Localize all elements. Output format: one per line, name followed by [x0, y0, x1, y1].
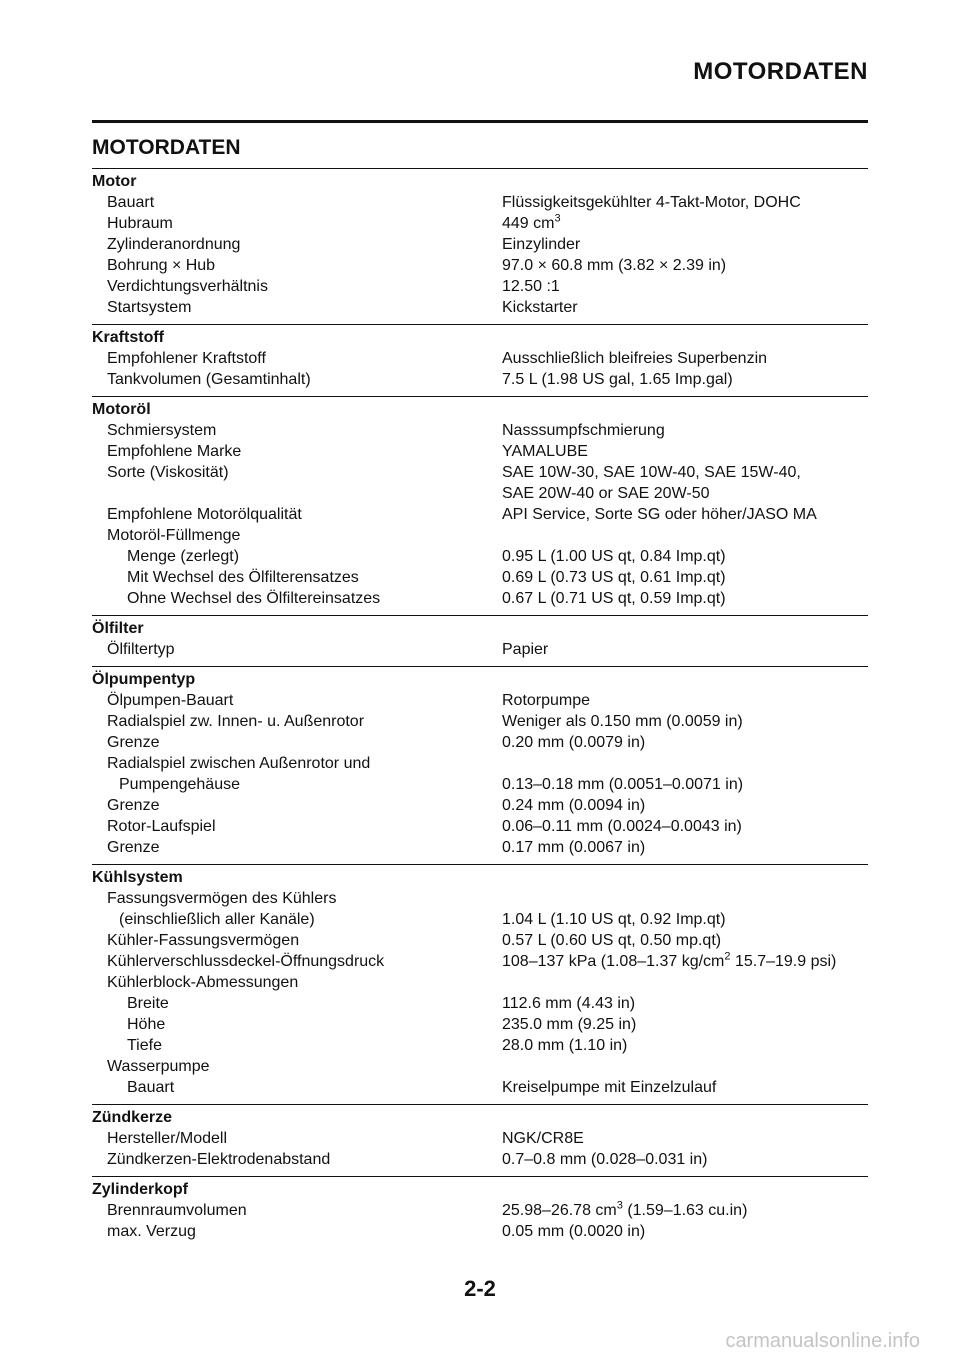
spec-value: [502, 525, 868, 546]
spec-value-text: 0.69 L (0.73 US qt, 0.61 Imp.qt): [502, 569, 726, 586]
spec-row: [92, 546, 868, 567]
spec-value: [502, 504, 868, 525]
spec-row: [92, 1077, 868, 1098]
spec-row: [92, 753, 868, 774]
spec-value-text: 108–137 kPa (1.08–1.37 kg/cm: [502, 953, 725, 970]
page-header-title: MOTORDATEN: [693, 58, 868, 85]
spec-value: [502, 1035, 868, 1056]
spec-value-superscript: 2: [724, 950, 731, 963]
spec-label: Sorte (Viskosität): [107, 464, 229, 481]
spec-value-text: Einzylinder: [502, 236, 581, 253]
spec-row: [92, 1221, 868, 1242]
spec-label: Hubraum: [107, 215, 173, 232]
spec-value-text: 0.95 L (1.00 US qt, 0.84 Imp.qt): [502, 548, 726, 565]
spec-row: [92, 483, 868, 504]
spec-group: [92, 666, 868, 864]
spec-row: [92, 567, 868, 588]
spec-row: [92, 690, 868, 711]
spec-group-title: Kraftstoff: [92, 329, 164, 346]
spec-label: Verdichtungsverhältnis: [107, 278, 268, 295]
spec-row: [92, 816, 868, 837]
spec-group-title: Motor: [92, 173, 137, 190]
spec-value: [502, 690, 868, 711]
spec-value-text: 449 cm: [502, 215, 555, 232]
spec-value-text: 0.57 L (0.60 US qt, 0.50 mp.qt): [502, 932, 722, 949]
spec-label: Zylinderanordnung: [107, 236, 241, 253]
spec-value: [502, 1014, 868, 1035]
spec-value-text: 0.13–0.18 mm (0.0051–0.0071 in): [502, 776, 744, 793]
spec-row: [92, 732, 868, 753]
spec-value-text: Papier: [502, 641, 549, 658]
spec-value: [502, 837, 868, 858]
spec-label: Empfohlene Motorölqualität: [107, 506, 302, 523]
spec-value-text: 0.17 mm (0.0067 in): [502, 839, 646, 856]
spec-value-text: 0.20 mm (0.0079 in): [502, 734, 646, 751]
spec-value: [502, 462, 868, 483]
spec-label: Empfohlene Marke: [107, 443, 242, 460]
spec-value: [502, 774, 868, 795]
spec-label: Kühler-Fassungsvermögen: [107, 932, 300, 949]
spec-value-superscript: 3: [616, 1199, 623, 1212]
spec-label: Empfohlener Kraftstoff: [107, 350, 266, 367]
spec-row: [92, 234, 868, 255]
spec-value: [502, 192, 868, 213]
spec-value-suffix: (1.59–1.63 cu.in): [622, 1202, 748, 1219]
spec-value: [502, 255, 868, 276]
spec-value-text: Kreiselpumpe mit Einzelzulauf: [502, 1079, 717, 1096]
spec-group: [92, 168, 868, 324]
spec-label: (einschließlich aller Kanäle): [119, 911, 315, 928]
spec-group-title: Kühlsystem: [92, 869, 183, 886]
spec-value-text: 7.5 L (1.98 US gal, 1.65 Imp.gal): [502, 371, 733, 388]
spec-label: Mit Wechsel des Ölfilterensatzes: [127, 569, 359, 586]
spec-value-text: 25.98–26.78 cm: [502, 1202, 617, 1219]
spec-row: [92, 255, 868, 276]
spec-value: [502, 546, 868, 567]
spec-value-superscript: 3: [554, 212, 561, 225]
spec-value: [502, 909, 868, 930]
spec-group: [92, 1176, 868, 1248]
spec-value-text: Ausschließlich bleifreies Superbenzin: [502, 350, 768, 367]
spec-row: [92, 639, 868, 660]
spec-label: Brennraumvolumen: [107, 1202, 247, 1219]
spec-value: [502, 213, 868, 234]
spec-value-text: 28.0 mm (1.10 in): [502, 1037, 628, 1054]
spec-row: [92, 930, 868, 951]
spec-row: [92, 1200, 868, 1221]
spec-label: Grenze: [107, 797, 160, 814]
spec-row: [92, 462, 868, 483]
spec-label: Ohne Wechsel des Ölfiltereinsatzes: [127, 590, 381, 607]
spec-label: Menge (zerlegt): [127, 548, 240, 565]
spec-row: [92, 1035, 868, 1056]
spec-value: [502, 369, 868, 390]
spec-row: [92, 972, 868, 993]
spec-row: [92, 504, 868, 525]
spec-label: [92, 483, 502, 504]
header-divider: [92, 120, 868, 123]
spec-value-text: 112.6 mm (4.43 in): [502, 995, 636, 1012]
spec-label: Fassungsvermögen des Kühlers: [107, 890, 337, 907]
spec-value: [502, 441, 868, 462]
spec-value: [502, 297, 868, 318]
spec-value: [502, 276, 868, 297]
spec-group-title: Zündkerze: [92, 1109, 173, 1126]
spec-value-text: YAMALUBE: [502, 443, 588, 460]
spec-row: [92, 420, 868, 441]
spec-value-text: Rotorpumpe: [502, 692, 591, 709]
spec-row: [92, 192, 868, 213]
spec-row: [92, 276, 868, 297]
spec-value-text: 0.7–0.8 mm (0.028–0.031 in): [502, 1151, 708, 1168]
spec-value: [502, 639, 868, 660]
spec-group: [92, 324, 868, 396]
spec-value: [502, 993, 868, 1014]
spec-row: [92, 1014, 868, 1035]
spec-label: Kühlerverschlussdeckel-Öffnungsdruck: [107, 953, 385, 970]
spec-group-title: Zylinderkopf: [92, 1181, 189, 1198]
spec-value: [502, 1128, 868, 1149]
spec-label: Zündkerzen-Elektrodenabstand: [107, 1151, 331, 1168]
spec-value: [502, 1056, 868, 1077]
spec-value-text: API Service, Sorte SG oder höher/JASO MA: [502, 506, 817, 523]
spec-label: Hersteller/Modell: [107, 1130, 228, 1147]
spec-row: [92, 888, 868, 909]
spec-row: [92, 909, 868, 930]
spec-value: [502, 420, 868, 441]
spec-value: [502, 1077, 868, 1098]
spec-row: [92, 369, 868, 390]
spec-group-title: Ölpumpentyp: [92, 671, 196, 688]
spec-value-text: 12.50 :1: [502, 278, 560, 295]
spec-group-title: Motoröl: [92, 401, 151, 418]
spec-value: [502, 732, 868, 753]
spec-group-title: Ölfilter: [92, 620, 144, 637]
spec-label: Motoröl-Füllmenge: [107, 527, 241, 544]
spec-label: Bohrung × Hub: [107, 257, 216, 274]
spec-value: [502, 483, 868, 504]
spec-row: [92, 441, 868, 462]
spec-value-text: 0.24 mm (0.0094 in): [502, 797, 646, 814]
spec-label: Startsystem: [107, 299, 192, 316]
spec-value: [502, 972, 868, 993]
spec-value-text: 0.06–0.11 mm (0.0024–0.0043 in): [502, 818, 742, 835]
spec-value: [502, 930, 868, 951]
spec-group: [92, 396, 868, 615]
spec-value: [502, 711, 868, 732]
spec-label: Bauart: [127, 1079, 175, 1096]
spec-label: Radialspiel zwischen Außenrotor und: [107, 755, 371, 772]
spec-value-text: 235.0 mm (9.25 in): [502, 1016, 637, 1033]
spec-value: [502, 816, 868, 837]
spec-label: Ölpumpen-Bauart: [107, 692, 234, 709]
spec-row: [92, 993, 868, 1014]
spec-value: [502, 588, 868, 609]
spec-row: [92, 837, 868, 858]
spec-value-text: 0.05 mm (0.0020 in): [502, 1223, 646, 1240]
spec-value: [502, 753, 868, 774]
spec-row: [92, 951, 868, 972]
spec-value: [502, 795, 868, 816]
spec-value: [502, 234, 868, 255]
spec-label: Ölfiltertyp: [107, 641, 175, 658]
spec-row: [92, 795, 868, 816]
spec-row: [92, 348, 868, 369]
spec-label: Tiefe: [127, 1037, 162, 1054]
spec-value: [502, 1149, 868, 1170]
spec-label: Grenze: [107, 734, 160, 751]
spec-row: [92, 1056, 868, 1077]
section-title: MOTORDATEN: [92, 136, 241, 159]
spec-value: [502, 888, 868, 909]
spec-value-text: SAE 10W-30, SAE 10W-40, SAE 15W-40,: [502, 464, 801, 481]
spec-value-text: 97.0 × 60.8 mm (3.82 × 2.39 in): [502, 257, 727, 274]
spec-value-text: SAE 20W-40 or SAE 20W-50: [502, 485, 710, 502]
spec-row: [92, 525, 868, 546]
spec-label: Radialspiel zw. Innen- u. Außenrotor: [107, 713, 365, 730]
spec-label: Rotor-Laufspiel: [107, 818, 216, 835]
spec-group: [92, 864, 868, 1104]
spec-table: [92, 168, 868, 1248]
spec-row: [92, 1149, 868, 1170]
spec-label: Grenze: [107, 839, 160, 856]
spec-value-text: Kickstarter: [502, 299, 578, 316]
spec-value: [502, 567, 868, 588]
spec-group: [92, 1104, 868, 1176]
spec-label: max. Verzug: [107, 1223, 196, 1240]
spec-value-suffix: 15.7–19.9 psi): [730, 953, 837, 970]
spec-value-text: Nasssumpfschmierung: [502, 422, 665, 439]
page-number: 2-2: [464, 1276, 496, 1301]
spec-row: [92, 588, 868, 609]
watermark: carmanualsonline.info: [725, 1330, 920, 1352]
spec-label: Wasserpumpe: [107, 1058, 210, 1075]
spec-row: [92, 1128, 868, 1149]
spec-value-text: 0.67 L (0.71 US qt, 0.59 Imp.qt): [502, 590, 726, 607]
spec-value: [502, 951, 868, 972]
spec-row: [92, 774, 868, 795]
spec-value: [502, 1200, 868, 1221]
spec-label: Tankvolumen (Gesamtinhalt): [107, 371, 311, 388]
spec-row: [92, 711, 868, 732]
spec-value-text: 1.04 L (1.10 US qt, 0.92 Imp.qt): [502, 911, 726, 928]
spec-label: Bauart: [107, 194, 155, 211]
spec-value: [502, 1221, 868, 1242]
spec-value: [502, 348, 868, 369]
spec-label: Kühlerblock-Abmessungen: [107, 974, 299, 991]
spec-value-text: Flüssigkeitsgekühlter 4-Takt-Motor, DOHC: [502, 194, 801, 211]
spec-row: [92, 213, 868, 234]
spec-label: Breite: [127, 995, 169, 1012]
spec-group: [92, 615, 868, 666]
spec-label: Pumpengehäuse: [119, 776, 240, 793]
spec-label: Höhe: [127, 1016, 166, 1033]
spec-label: Schmiersystem: [107, 422, 217, 439]
spec-value-text: Weniger als 0.150 mm (0.0059 in): [502, 713, 743, 730]
spec-value-text: NGK/CR8E: [502, 1130, 584, 1147]
spec-row: [92, 297, 868, 318]
